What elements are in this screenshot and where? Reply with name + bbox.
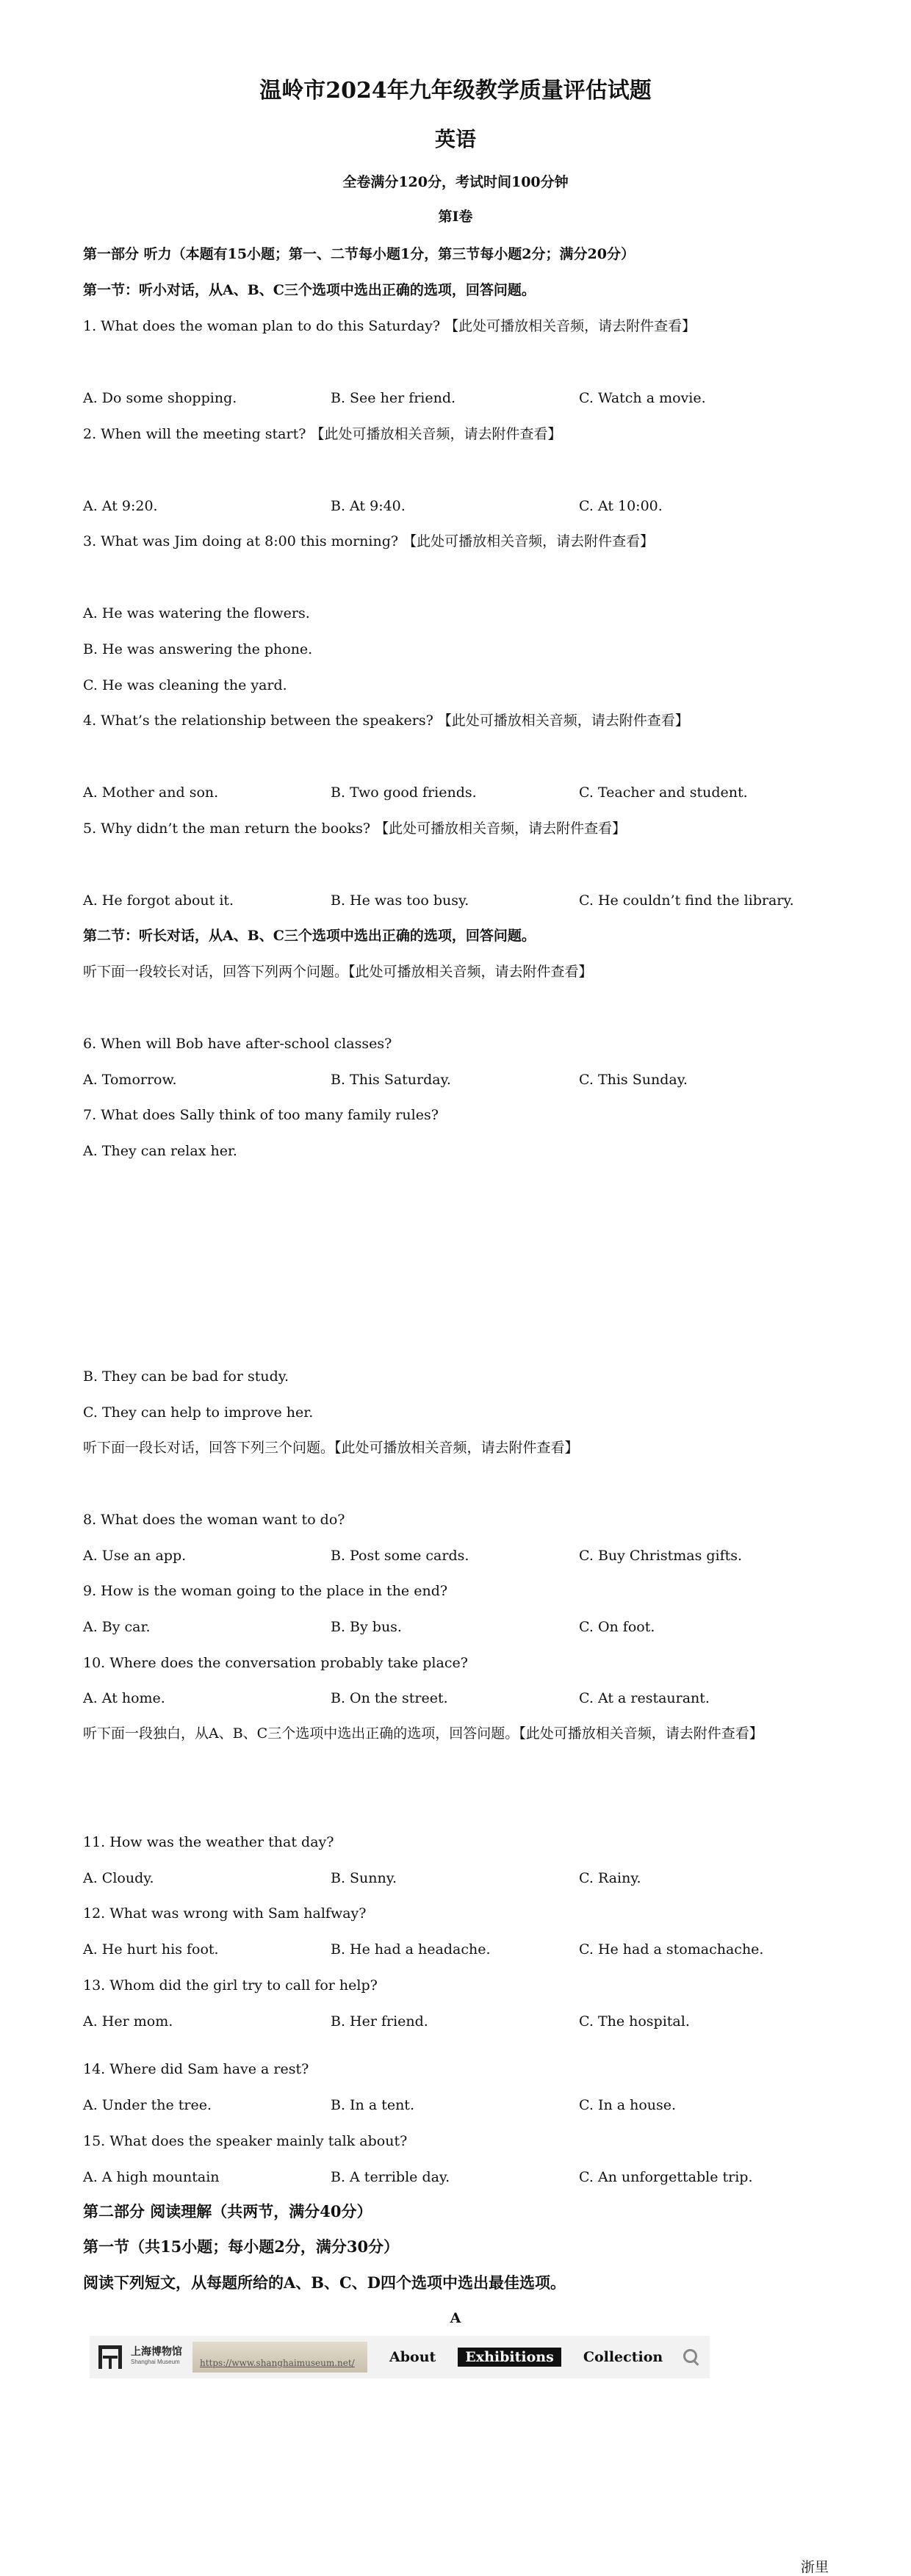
exam-info: 全卷满分120分，考试时间100分钟 <box>342 174 569 190</box>
nav-exhibitions[interactable]: Exhibitions <box>458 2348 561 2367</box>
q3-option-c: C. He was cleaning the yard. <box>83 677 287 693</box>
q7-option-b: B. They can be bad for study. <box>83 1368 289 1385</box>
q8-option-a: A. Use an app. <box>83 1548 187 1564</box>
section2-instruction-2: 听下面一段长对话，回答下列三个问题。【此处可播放相关音频，请去附件查看】 <box>83 1440 579 1456</box>
part1-heading: 第一部分 听力（本题有15小题；第一、二节每小题1分，第三节每小题2分；满分20分） <box>83 246 635 262</box>
q14-option-a: A. Under the tree. <box>83 2097 212 2113</box>
q9-stem: 9. How is the woman going to the place in the end? <box>83 1583 448 1599</box>
subject-title: 英语 <box>434 127 476 151</box>
q4-stem: 4. What’s the relationship between the speakers? 【此处可播放相关音频，请去附件查看】 <box>83 712 689 729</box>
q6-option-a: A. Tomorrow. <box>83 1072 177 1088</box>
q13-stem: 13. Whom did the girl try to call for help? <box>83 1977 378 1994</box>
q13-option-b: B. Her friend. <box>331 2013 428 2030</box>
q4-option-b: B. Two good friends. <box>331 784 477 801</box>
q10-stem: 10. Where does the conversation probably take place? <box>83 1655 468 1671</box>
q8-option-c: C. Buy Christmas gifts. <box>579 1548 743 1564</box>
q1-stem: 1. What does the woman plan to do this Saturday? 【此处可播放相关音频，请去附件查看】 <box>83 318 696 334</box>
part2-instruction: 阅读下列短文，从每题所给的A、B、C、D四个选项中选出最佳选项。 <box>83 2273 566 2292</box>
q15-stem: 15. What does the speaker mainly talk about? <box>83 2133 408 2149</box>
q12-stem: 12. What was wrong with Sam halfway? <box>83 1905 367 1922</box>
q6-option-c: C. This Sunday. <box>579 1072 688 1088</box>
q3-option-a: A. He was watering the flowers. <box>83 605 310 621</box>
volume-title: 第Ⅰ卷 <box>438 209 473 225</box>
q11-stem: 11. How was the weather that day? <box>83 1834 334 1850</box>
q7-stem: 7. What does Sally think of too many family rules? <box>83 1107 439 1123</box>
q12-option-b: B. He had a headache. <box>331 1941 491 1958</box>
q10-option-c: C. At a restaurant. <box>579 1690 710 1706</box>
footer-watermark-text: 浙里 <box>800 2559 829 2575</box>
museum-name-cn: 上海博物馆 <box>131 2346 182 2358</box>
q6-stem: 6. When will Bob have after-school classes? <box>83 1036 392 1052</box>
q7-option-c: C. They can help to improve her. <box>83 1404 314 1421</box>
q12-option-c: C. He had a stomachache. <box>579 1941 764 1958</box>
q5-option-b: B. He was too busy. <box>331 892 469 909</box>
nav-about[interactable]: About <box>389 2349 436 2365</box>
part2-section1-heading: 第一节（共15小题；每小题2分，满分30分） <box>83 2237 400 2256</box>
museum-logo-text <box>131 2347 182 2367</box>
q5-option-a: A. He forgot about it. <box>83 892 234 909</box>
q6-option-b: B. This Saturday. <box>331 1072 451 1088</box>
museum-name-en: Shanghai Museum <box>131 2359 180 2365</box>
search-icon[interactable] <box>683 2349 699 2365</box>
q13-option-c: C. The hospital. <box>579 2013 690 2030</box>
q13-option-a: A. Her mom. <box>83 2013 173 2030</box>
q5-option-c: C. He couldn’t find the library. <box>579 892 794 909</box>
q11-option-c: C. Rainy. <box>579 1870 641 1886</box>
q5-stem: 5. Why didn’t the man return the books? 【此处可播放相关音频，请去附件查看】 <box>83 820 627 837</box>
q7-option-a: A. They can relax her. <box>83 1143 237 1159</box>
q2-stem: 2. When will the meeting start? 【此处可播放相关音频，请去附件查看】 <box>83 426 562 442</box>
q15-option-c: C. An unforgettable trip. <box>579 2169 753 2185</box>
q12-option-a: A. He hurt his foot. <box>83 1941 219 1958</box>
part2-heading: 第二部分 阅读理解（共两节，满分40分） <box>83 2202 372 2220</box>
q2-option-c: C. At 10:00. <box>579 498 663 514</box>
section1-heading: 第一节：听小对话，从A、B、C三个选项中选出正确的选项，回答问题。 <box>83 282 536 298</box>
museum-url-box <box>192 2342 367 2373</box>
q8-stem: 8. What does the woman want to do? <box>83 1512 345 1528</box>
section3-instruction: 听下面一段独白，从A、B、C三个选项中选出正确的选项，回答问题。【此处可播放相关音频，请去附件查看】 <box>83 1725 763 1742</box>
q9-option-b: B. By bus. <box>331 1619 402 1635</box>
q9-option-c: C. On foot. <box>579 1619 655 1635</box>
q10-option-b: B. On the street. <box>331 1690 448 1706</box>
q14-option-c: C. In a house. <box>579 2097 677 2113</box>
q9-option-a: A. By car. <box>83 1619 151 1635</box>
q11-option-a: A. Cloudy. <box>83 1870 154 1886</box>
museum-website-banner <box>90 2336 710 2378</box>
q3-option-b: B. He was answering the phone. <box>83 641 313 657</box>
q3-stem: 3. What was Jim doing at 8:00 this morning? 【此处可播放相关音频，请去附件查看】 <box>83 533 655 549</box>
q11-option-b: B. Sunny. <box>331 1870 397 1886</box>
exam-title: 温岭市2024年九年级教学质量评估试题 <box>259 78 652 104</box>
passage-label: A <box>450 2310 461 2326</box>
q4-option-c: C. Teacher and student. <box>579 784 748 801</box>
nav-collection[interactable]: Collection <box>583 2349 663 2365</box>
q4-option-a: A. Mother and son. <box>83 784 219 801</box>
q8-option-b: B. Post some cards. <box>331 1548 469 1564</box>
q1-option-c: C. Watch a movie. <box>579 390 706 406</box>
q10-option-a: A. At home. <box>83 1690 165 1706</box>
q1-option-a: A. Do some shopping. <box>83 390 237 406</box>
museum-logo-icon <box>96 2342 125 2372</box>
section2-heading: 第二节：听长对话，从A、B、C三个选项中选出正确的选项，回答问题。 <box>83 928 536 944</box>
q14-option-b: B. In a tent. <box>331 2097 414 2113</box>
q2-option-b: B. At 9:40. <box>331 498 406 514</box>
section2-instruction-1: 听下面一段较长对话，回答下列两个问题。【此处可播放相关音频，请去附件查看】 <box>83 964 593 980</box>
q14-stem: 14. Where did Sam have a rest? <box>83 2061 309 2077</box>
q2-option-a: A. At 9:20. <box>83 498 158 514</box>
q1-option-b: B. See her friend. <box>331 390 456 406</box>
museum-url-link[interactable]: https://www.shanghaimuseum.net/ <box>200 2358 355 2368</box>
q15-option-a: A. A high mountain <box>83 2169 220 2185</box>
q15-option-b: B. A terrible day. <box>331 2169 450 2185</box>
